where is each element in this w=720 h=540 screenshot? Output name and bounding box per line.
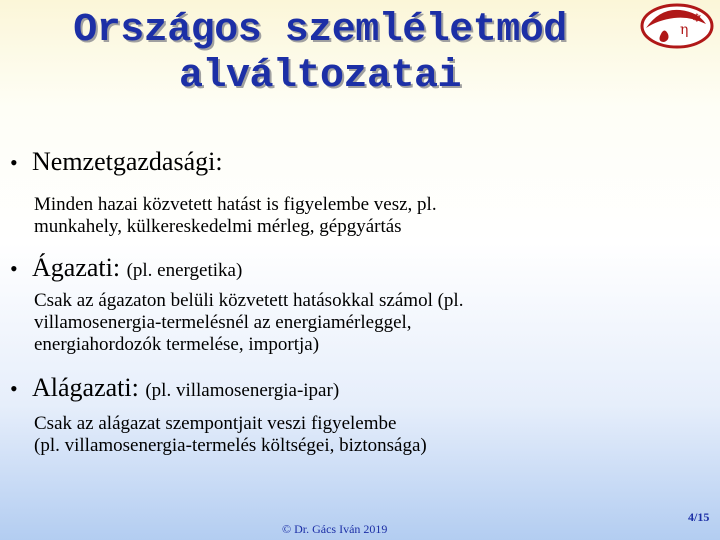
university-logo-icon — [640, 2, 714, 50]
bullet-2-text-line-1: Csak az ágazaton belüli közvetett hatásokkal számol (pl. — [34, 290, 464, 311]
bullet-dot: • — [10, 150, 18, 175]
bullet-2-text-line-3: energiahordozók termelése, importja) — [34, 334, 320, 355]
page-number: 4/15 — [688, 510, 710, 524]
copyright-footer: © Dr. Gács Iván 2019 — [282, 522, 388, 536]
bullet-dot: • — [10, 256, 18, 281]
slide-title — [0, 8, 640, 100]
logo-eta-glyph: η — [680, 22, 689, 38]
bullet-item-3 — [10, 373, 339, 406]
bullet-heading: Alágazati: — [32, 373, 139, 402]
logo-snowflake-glyph: ❄ — [692, 11, 703, 25]
bullet-2-text-line-2: villamosenergia-termelésnél az energiamérleggel, — [34, 312, 412, 333]
slide-title-line-2: alváltozatai — [178, 54, 462, 99]
bullet-3-text — [34, 413, 427, 457]
bullet-item-1 — [10, 147, 223, 178]
bullet-dot: • — [10, 376, 18, 401]
bullet-1-text-line-2: munkahely, külkereskedelmi mérleg, gépgyártás — [34, 216, 402, 237]
bullet-item-2 — [10, 253, 242, 286]
bullet-3-text-line-1: Csak az alágazat szempontjait veszi figyelembe — [34, 413, 397, 434]
bullet-note: (pl. villamosenergia-ipar) — [145, 380, 340, 401]
bullet-heading: Nemzetgazdasági: — [32, 147, 223, 176]
slide-title-line-1: Országos szemléletmód — [73, 8, 567, 53]
bullet-2-text — [34, 290, 463, 356]
bullet-3-text-line-2: (pl. villamosenergia-termelés költségei, biztonsága) — [34, 435, 427, 456]
bullet-note: (pl. energetika) — [126, 260, 243, 281]
bullet-1-text — [34, 194, 437, 238]
bullet-heading: Ágazati: — [32, 253, 121, 282]
bullet-1-text-line-1: Minden hazai közvetett hatást is figyelembe vesz, pl. — [34, 194, 437, 215]
